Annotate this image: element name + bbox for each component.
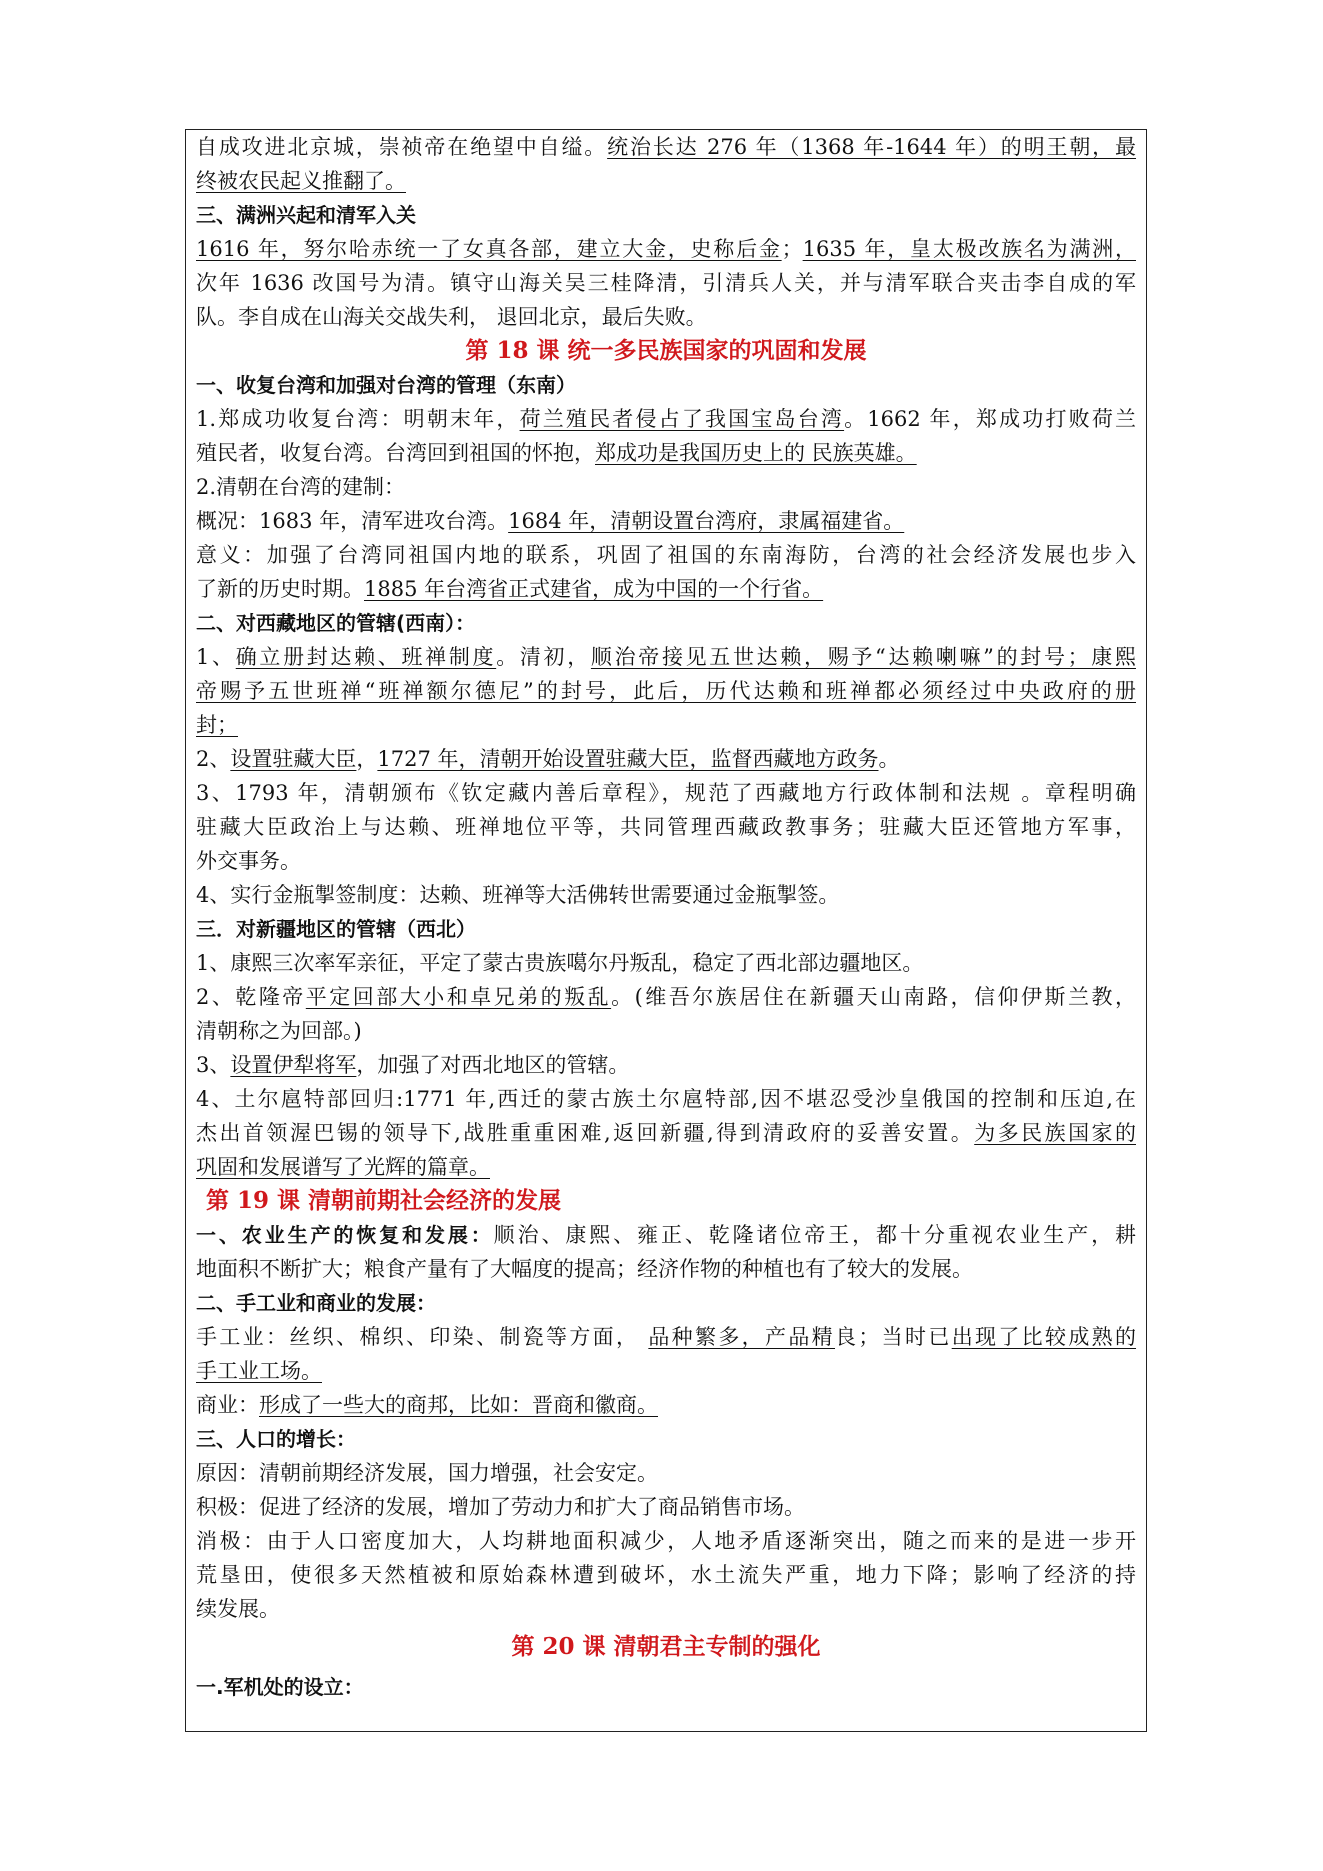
section-heading: 三、人口的增长： [196,1427,356,1451]
text-line [196,1354,1136,1388]
underlined-span: 品种繁多，产品精 [648,1325,836,1349]
text-line: 清朝称之为回部。) [196,1019,362,1043]
text-span: 3、 [196,1053,231,1077]
text-span: 良；当时已 [835,1325,952,1349]
underlined-span: 终被农民起义推翻了。 [196,169,406,193]
text-line: 队。李自成在山海关交战失利， 退回北京，最后失败。 [196,305,707,329]
text-span: 了新的历史时期。 [196,577,364,601]
section-heading: 一.军机处的设立： [196,1675,364,1699]
text-line: 原因：清朝前期经济发展，国力增强，社会安定。 [196,1461,658,1485]
text-line: 4、土尔扈特部回归:1771 年,西迁的蒙古族土尔扈特部,因不堪忍受沙皇俄国的控制和压迫,在 [196,1087,1136,1111]
text-line: 积极：促进了经济的发展，增加了劳动力和扩大了商品销售市场。 [196,1495,805,1519]
text-line: 1、康熙三次率军亲征，平定了蒙古贵族噶尔丹叛乱，稳定了西北部边疆地区。 [196,951,924,975]
text-line [196,1116,1136,1150]
underlined-span: 手工业工场。 [196,1359,322,1383]
underlined-span: 1727 年，清朝开始设置驻藏大臣，监督西藏地方政务 [377,747,879,771]
text-line [196,436,1136,470]
text-line [196,572,1136,606]
text-line [196,1150,1136,1184]
underlined-span: 巩固和发展谱写了光辉的篇章。 [196,1155,490,1179]
section-heading: 三．对新疆地区的管辖（西北） [196,917,476,941]
text-line: 意义：加强了台湾同祖国内地的联系，巩固了祖国的东南海防，台湾的社会经济发展也步入 [196,543,1136,567]
underlined-span: 1885 年台湾省正式建省，成为中国的一个行省。 [364,577,824,601]
text-span: 。1662 年，郑成功打败荷兰 [844,407,1136,431]
section-heading: 二、手工业和商业的发展： [196,1291,436,1315]
text-span: 杰出首领渥巴锡的领导下,战胜重重困难,返回新疆,得到清政府的妥善安置。 [196,1121,975,1145]
text-span: 。 [878,747,900,771]
text-line [196,130,1136,164]
section-heading: 一、收复台湾和加强对台湾的管理（东南） [196,373,576,397]
underlined-span: 1635 年，皇太极改族名为满洲， [802,237,1136,261]
lesson-title: 第 19 课 清朝前期社会经济的发展 [206,1187,562,1214]
text-span: 自成攻进北京城，崇祯帝在绝望中自缢。 [196,135,608,159]
text-line [196,402,1136,436]
text-span: 手工业：丝织、棉织、印染、制瓷等方面， [196,1325,649,1349]
text-span: 2、 [196,747,231,771]
section-heading: 三、满洲兴起和清军入关 [196,203,416,227]
text-line [196,1218,1136,1252]
text-line [196,640,1136,674]
text-span: 顺治、康熙、雍正、乾隆诸位帝王，都十分重视农业生产，耕 [493,1223,1137,1247]
text-line: 2.清朝在台湾的建制： [196,475,406,499]
text-line: 3、1793 年，清朝颁布《钦定藏内善后章程》，规范了西藏地方行政体制和法规 。章程明确 [196,781,1136,805]
text-span: 。清初， [496,645,591,669]
lesson-title: 第 18 课 统一多民族国家的巩固和发展 [465,337,867,364]
text-line [196,504,1136,538]
underlined-span: 形成了一些大的商邦，比如：晋商和徽商。 [259,1393,658,1417]
text-line: 次年 1636 改国号为清。镇守山海关吴三桂降清，引清兵人关，并与清军联合夹击李自成的军 [196,271,1136,295]
lesson-title: 第 20 课 清朝君主专制的强化 [511,1633,821,1660]
inline-heading: 一、农业生产的恢复和发展： [196,1223,494,1247]
text-line: 地面积不断扩大；粮食产量有了大幅度的提高；经济作物的种植也有了较大的发展。 [196,1257,973,1281]
text-line: 消极：由于人口密度加大，人均耕地面积减少，人地矛盾逐渐突出，随之而来的是进一步开 [196,1529,1136,1553]
underlined-span: 设置驻藏大臣 [230,747,357,771]
text-line [196,1388,1136,1422]
underlined-span: 确立册封达赖、班禅制度 [235,645,497,669]
underlined-span: 封； [196,713,238,737]
text-line [196,674,1136,708]
text-span: 2、乾隆帝 [196,985,306,1009]
underlined-span: 为多民族国家的 [974,1121,1136,1145]
text-line [196,164,1136,198]
text-line [196,708,1136,742]
underlined-span: 出现了比较成熟的 [951,1325,1137,1349]
text-span: ，加强了对西北地区的管辖。 [356,1053,630,1077]
text-line: 4、实行金瓶掣签制度：达赖、班禅等大活佛转世需要通过金瓶掣签。 [196,883,840,907]
text-line [196,980,1136,1014]
underlined-span: 荷兰殖民者侵占了我国宝岛台湾 [519,407,845,431]
text-span: 商业： [196,1393,259,1417]
text-line: 外交事务。 [196,849,301,873]
underlined-span: 顺治帝接见五世达赖，赐予“达赖喇嘛”的封号；康熙 [590,645,1136,669]
text-span: 。(维吾尔族居住在新疆天山南路，信仰伊斯兰教， [611,985,1136,1009]
document-frame [185,129,1147,1732]
underlined-span: 帝赐予五世班禅“班禅额尔德尼”的封号，此后，历代达赖和班禅都必须经过中央政府的册 [196,679,1136,703]
text-line: 驻藏大臣政治上与达赖、班禅地位平等，共同管理西藏政教事务；驻藏大臣还管地方军事， [196,815,1136,839]
section-heading: 二、对西藏地区的管辖(西南）： [196,611,476,635]
text-line [196,1320,1136,1354]
text-line: 荒垦田，使很多天然植被和原始森林遭到破坏，水土流失严重，地力下降；影响了经济的持 [196,1563,1136,1587]
underlined-span: 郑成功是我国历史上的 民族英雄。 [595,441,917,465]
text-line [196,742,1136,776]
text-span: 概况：1683 年，清军进攻台湾。 [196,509,509,533]
text-span: 1、 [196,645,236,669]
text-line [196,232,1136,266]
underlined-span: 统治长达 276 年（1368 年-1644 年）的明王朝，最 [607,135,1137,159]
underlined-span: 平定回部大小和卓兄弟的叛乱 [305,985,612,1009]
underlined-span: 1616 年，努尔哈赤统一了女真各部，建立大金，史称后金 [196,237,782,261]
underlined-span: 设置伊犁将军 [230,1053,357,1077]
text-span: 殖民者，收复台湾。台湾回到祖国的怀抱， [196,441,595,465]
text-span: ； [781,237,803,261]
underlined-span: 1684 年，清朝设置台湾府，隶属福建省。 [508,509,905,533]
text-line [196,1048,1136,1082]
text-line: 续发展。 [196,1597,280,1621]
text-span: 1.郑成功收复台湾：明朝末年， [196,407,520,431]
text-span: ， [356,747,378,771]
